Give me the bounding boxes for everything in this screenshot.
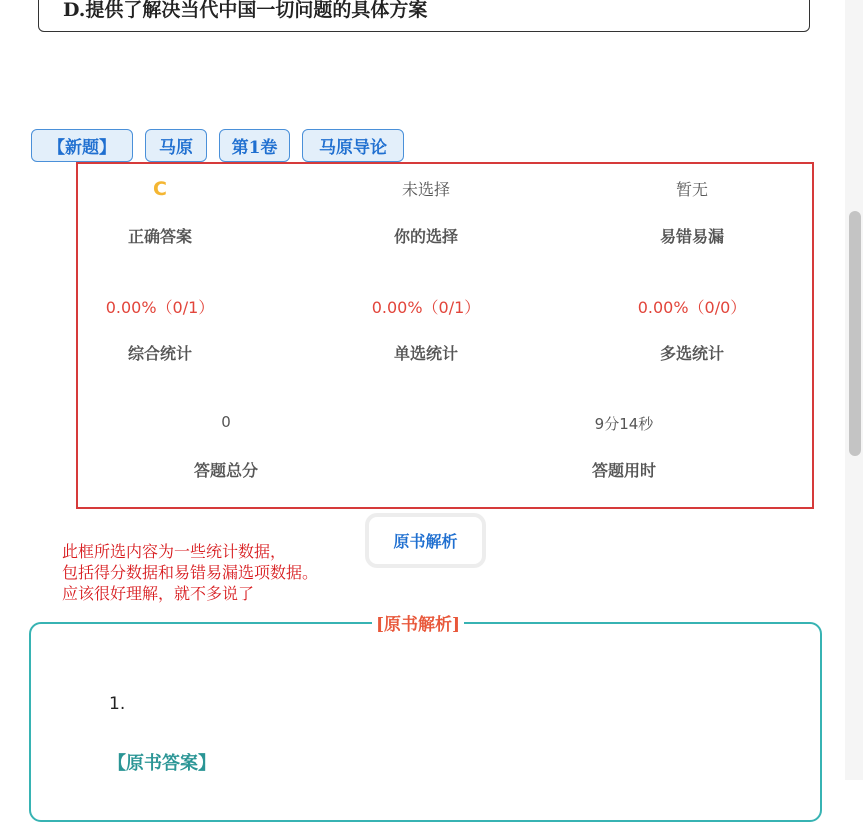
annotation-line: 应该很好理解，就不多说了 bbox=[62, 584, 255, 603]
scrollbar-thumb[interactable] bbox=[849, 211, 861, 456]
option-d-text: D.提供了解决当代中国一切问题的具体方案 bbox=[63, 0, 428, 21]
tag-volume[interactable]: 第1卷 bbox=[219, 129, 290, 162]
error-prone-value: 暂无 bbox=[675, 180, 708, 199]
annotation-line: 此框所选内容为一些统计数据， bbox=[62, 542, 287, 561]
single-choice-stat-label: 单选统计 bbox=[393, 344, 458, 363]
correct-answer-value: C bbox=[153, 178, 167, 200]
total-score-value: 0 bbox=[221, 413, 231, 431]
your-choice-label: 你的选择 bbox=[393, 227, 458, 246]
annotation-line: 包括得分数据和易错易漏选项数据。 bbox=[62, 563, 319, 582]
your-choice-value: 未选择 bbox=[401, 180, 450, 199]
correct-answer-label: 正确答案 bbox=[127, 227, 192, 246]
source-analysis-panel bbox=[29, 622, 822, 822]
source-analysis-button[interactable]: 原书解析 bbox=[369, 517, 482, 564]
multi-choice-stat-label: 多选统计 bbox=[659, 344, 724, 363]
multi-choice-stat-value: 0.00%（0/0） bbox=[637, 298, 747, 317]
error-prone-label: 易错易漏 bbox=[659, 227, 724, 246]
analysis-title: [原书解析] bbox=[372, 610, 464, 635]
single-choice-stat-value: 0.00%（0/1） bbox=[371, 298, 481, 317]
statistics-panel bbox=[76, 162, 814, 509]
tag-chapter[interactable]: 马原导论 bbox=[302, 129, 404, 162]
annotation-note bbox=[62, 541, 318, 604]
answer-time-value: 9分14秒 bbox=[594, 415, 654, 433]
previous-option-d[interactable] bbox=[38, 0, 810, 32]
overall-stat-label: 综合统计 bbox=[127, 344, 192, 363]
answer-time-label: 答题用时 bbox=[591, 461, 656, 480]
tag-new-question[interactable]: 【新题】 bbox=[31, 129, 133, 162]
tag-subject[interactable]: 马原 bbox=[145, 129, 207, 162]
total-score-label: 答题总分 bbox=[193, 461, 258, 480]
analysis-item-number: 1. bbox=[109, 694, 126, 714]
source-answer-heading: 【原书答案】 bbox=[108, 753, 216, 774]
overall-stat-value: 0.00%（0/1） bbox=[105, 298, 215, 317]
